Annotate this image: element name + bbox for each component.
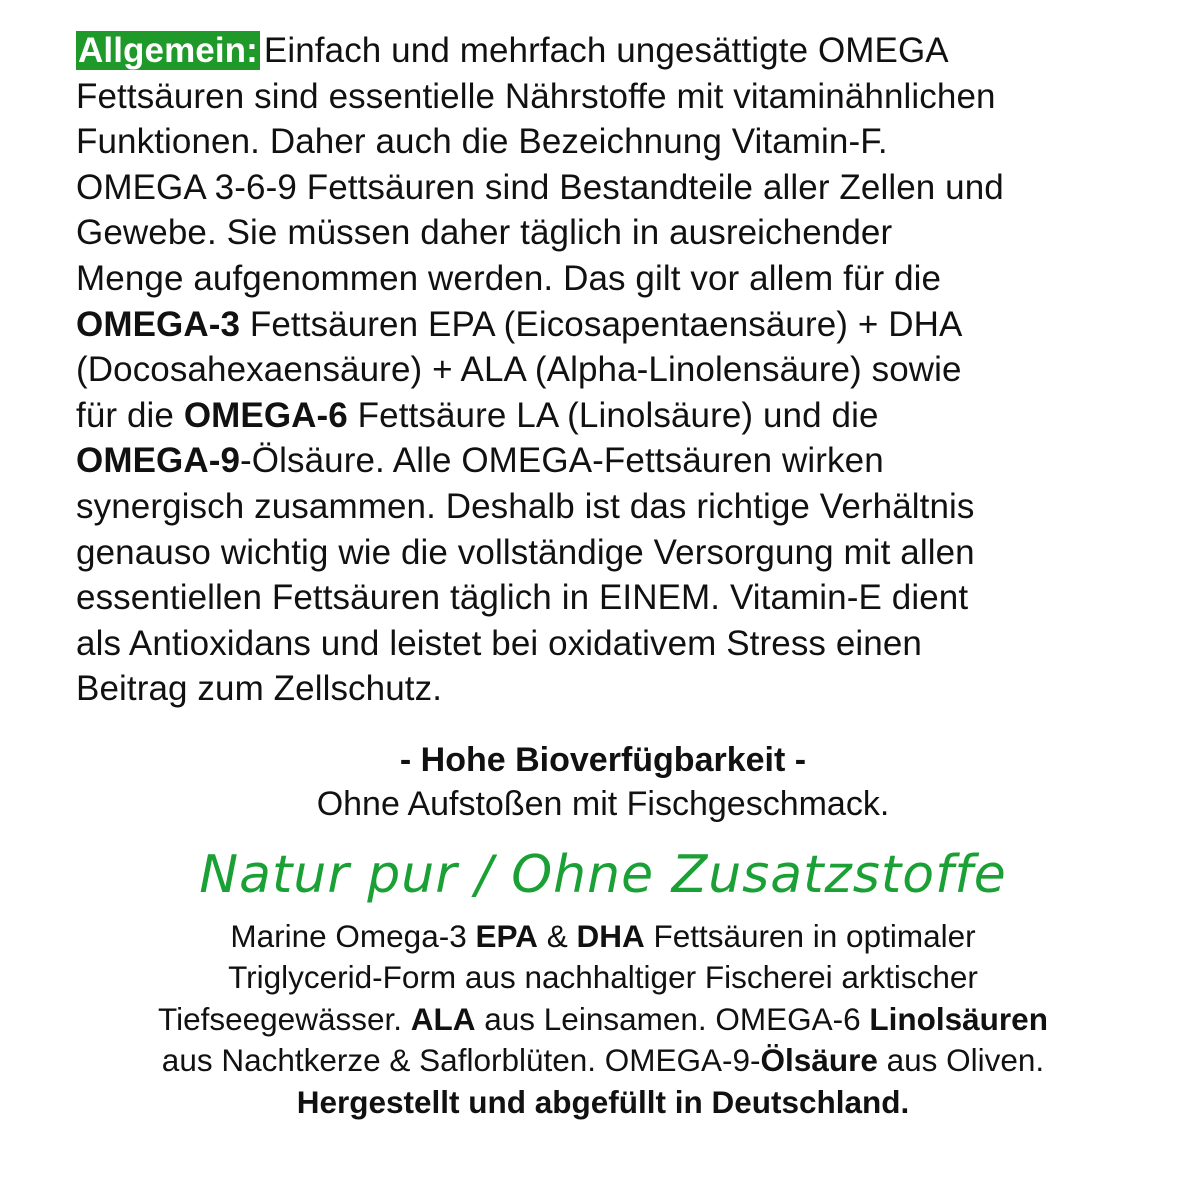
omega9-bold: OMEGA-9 xyxy=(76,441,241,481)
dha-bold: DHA xyxy=(576,917,645,954)
sourcing-text-1: Marine Omega-3 xyxy=(230,917,476,954)
general-text-2: Fettsäuren EPA (Eicosapentaensäure) + DHA (Docosahexaensäure) + ALA (Alpha-Linolensäure) sowie für die xyxy=(76,304,963,435)
omega3-bold: OMEGA-3 xyxy=(76,304,241,344)
sourcing-text-5: aus Nachtkerze & Saflorblüten. OMEGA-9- xyxy=(161,1042,761,1079)
general-text-1: Einfach und mehrfach ungesättigte OMEGA Fettsäuren sind essentielle Nährstoffe mit vitaminähnlichen Funktionen. Daher auch die Bezeichnung Vitamin-F. OMEGA 3-6-9 Fettsäuren sind Bestandteile aller Zellen und Gewebe. Sie müssen daher täglich in ausreichender Menge aufgenommen werden. Das gilt vor allem für die xyxy=(76,31,1004,298)
general-description xyxy=(76,28,1130,712)
sourcing-text-3: Fettsäuren in optimaler Triglycerid-Form aus nachhaltiger Fischerei arktischer Tiefseegewässer. xyxy=(158,917,978,1037)
epa-bold: EPA xyxy=(475,917,538,954)
made-in-germany: Hergestellt und abgefüllt in Deutschland. xyxy=(296,1083,910,1120)
general-text-3: Fettsäure LA (Linolsäure) und die xyxy=(357,395,879,435)
general-tag: Allgemein: xyxy=(78,31,258,70)
bioavailability-heading: - Hohe Bioverfügbarkeit - xyxy=(399,740,807,779)
omega6-bold: OMEGA-6 xyxy=(183,395,348,435)
bioavailability-subtext: Ohne Aufstoßen mit Fischgeschmack. xyxy=(316,784,890,823)
sourcing-text-6: aus Oliven. xyxy=(886,1042,1045,1079)
sourcing-description xyxy=(36,916,1170,1124)
linolsaeuren-bold: Linolsäuren xyxy=(869,1000,1048,1037)
slogan: Natur pur / Ohne Zusatzstoffe xyxy=(199,844,1007,905)
sourcing-text-4: aus Leinsamen. OMEGA-6 xyxy=(475,1000,870,1037)
general-text-4: -Ölsäure. Alle OMEGA-Fettsäuren wirken synergisch zusammen. Deshalb ist das richtige Verhältnis genauso wichtig wie die vollständige Versorgung mit allen essentiellen Fettsäuren täglich in EINEM. Vitamin-E dient als Antioxidans und leistet bei oxidativem Stress einen Beitrag zum Zellschutz. xyxy=(76,441,975,709)
sourcing-text-2: & xyxy=(537,917,577,954)
ala-bold: ALA xyxy=(410,1000,476,1037)
oelsaeure-bold: Ölsäure xyxy=(760,1042,878,1079)
